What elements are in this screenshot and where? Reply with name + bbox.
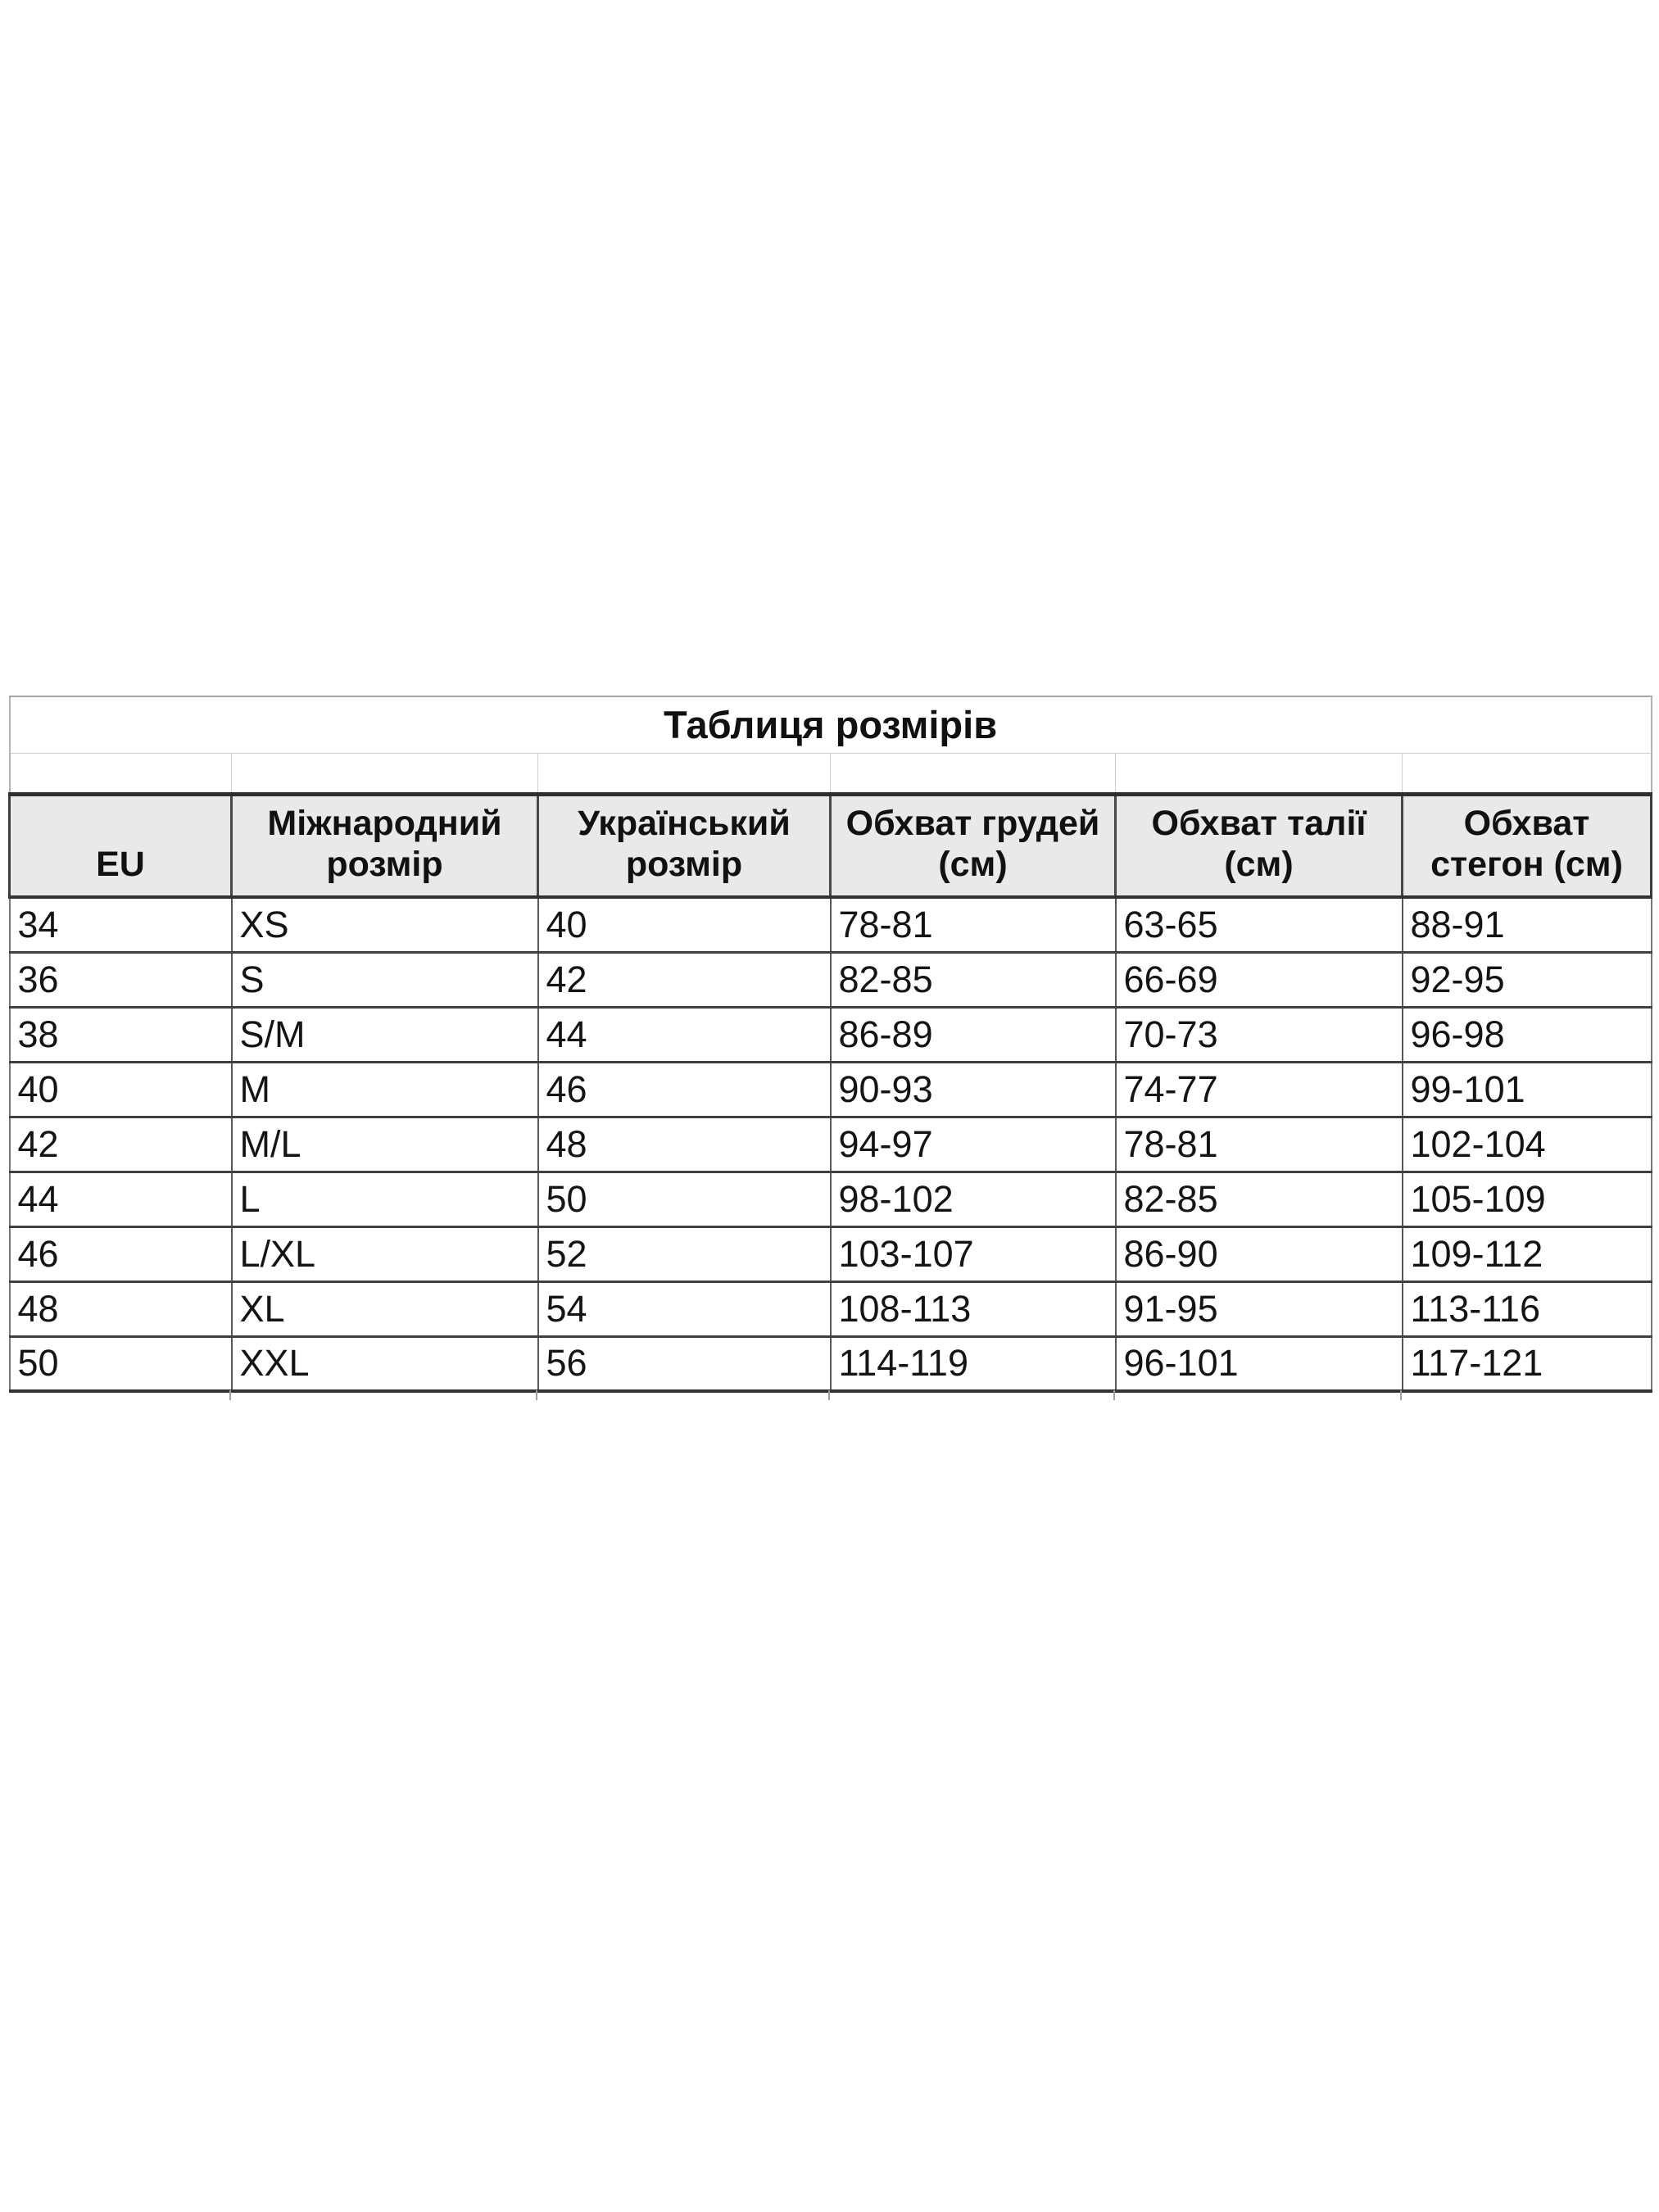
divider-stub xyxy=(1400,1390,1402,1400)
cell-ukrainian: 48 xyxy=(538,1117,831,1172)
table-row xyxy=(10,952,1652,1007)
cell-chest: 90-93 xyxy=(831,1062,1116,1117)
cell-ukrainian: 40 xyxy=(538,897,831,952)
cell-waist: 96-101 xyxy=(1116,1336,1403,1391)
cell-eu: 44 xyxy=(10,1172,232,1226)
cell-chest: 82-85 xyxy=(831,952,1116,1007)
cell-waist: 91-95 xyxy=(1116,1281,1403,1336)
cell-hips: 96-98 xyxy=(1403,1007,1652,1062)
spacer-cell xyxy=(1116,753,1403,794)
header-cell-eu: EU xyxy=(10,794,232,897)
cell-international: M/L xyxy=(232,1117,538,1172)
cell-eu: 46 xyxy=(10,1226,232,1281)
cell-international: XXL xyxy=(232,1336,538,1391)
spacer-cell xyxy=(1403,753,1652,794)
cell-hips: 109-112 xyxy=(1403,1226,1652,1281)
cell-international: XS xyxy=(232,897,538,952)
header-cell-international: Міжнародний розмір xyxy=(232,794,538,897)
spacer-cell xyxy=(232,753,538,794)
cell-waist: 74-77 xyxy=(1116,1062,1403,1117)
divider-stub xyxy=(536,1390,537,1400)
table-header-row xyxy=(10,794,1652,897)
cell-eu: 38 xyxy=(10,1007,232,1062)
cell-waist: 70-73 xyxy=(1116,1007,1403,1062)
table-row xyxy=(10,1062,1652,1117)
spacer-cell xyxy=(538,753,831,794)
cell-chest: 86-89 xyxy=(831,1007,1116,1062)
cell-waist: 86-90 xyxy=(1116,1226,1403,1281)
header-cell-waist: Обхват талії (см) xyxy=(1116,794,1403,897)
cell-eu: 36 xyxy=(10,952,232,1007)
bottom-divider-stubs xyxy=(8,1390,1650,1402)
header-cell-chest: Обхват грудей (см) xyxy=(831,794,1116,897)
cell-waist: 66-69 xyxy=(1116,952,1403,1007)
cell-eu: 50 xyxy=(10,1336,232,1391)
cell-hips: 102-104 xyxy=(1403,1117,1652,1172)
cell-international: L/XL xyxy=(232,1226,538,1281)
cell-eu: 48 xyxy=(10,1281,232,1336)
cell-chest: 114-119 xyxy=(831,1336,1116,1391)
cell-hips: 88-91 xyxy=(1403,897,1652,952)
cell-chest: 103-107 xyxy=(831,1226,1116,1281)
cell-ukrainian: 46 xyxy=(538,1062,831,1117)
table-row xyxy=(10,1172,1652,1226)
cell-ukrainian: 44 xyxy=(538,1007,831,1062)
cell-ukrainian: 52 xyxy=(538,1226,831,1281)
cell-ukrainian: 50 xyxy=(538,1172,831,1226)
divider-stub xyxy=(828,1390,830,1400)
table-title: Таблиця розмірів xyxy=(10,696,1652,753)
header-cell-hips: Обхват стегон (см) xyxy=(1403,794,1652,897)
cell-international: S xyxy=(232,952,538,1007)
table-row xyxy=(10,1281,1652,1336)
cell-ukrainian: 54 xyxy=(538,1281,831,1336)
cell-chest: 98-102 xyxy=(831,1172,1116,1226)
cell-ukrainian: 42 xyxy=(538,952,831,1007)
cell-waist: 78-81 xyxy=(1116,1117,1403,1172)
size-chart-table xyxy=(8,696,1652,1393)
cell-hips: 113-116 xyxy=(1403,1281,1652,1336)
table-title-row xyxy=(10,696,1652,753)
divider-stub xyxy=(1113,1390,1115,1400)
table-row xyxy=(10,1226,1652,1281)
table-row xyxy=(10,1117,1652,1172)
cell-waist: 82-85 xyxy=(1116,1172,1403,1226)
table-row xyxy=(10,897,1652,952)
cell-eu: 42 xyxy=(10,1117,232,1172)
cell-hips: 99-101 xyxy=(1403,1062,1652,1117)
spacer-cell xyxy=(831,753,1116,794)
cell-international: L xyxy=(232,1172,538,1226)
cell-hips: 117-121 xyxy=(1403,1336,1652,1391)
table-row xyxy=(10,1336,1652,1391)
cell-international: XL xyxy=(232,1281,538,1336)
cell-chest: 108-113 xyxy=(831,1281,1116,1336)
cell-hips: 105-109 xyxy=(1403,1172,1652,1226)
divider-stub xyxy=(229,1390,231,1400)
table-row xyxy=(10,1007,1652,1062)
spacer-cell xyxy=(10,753,232,794)
spacer-row xyxy=(10,753,1652,794)
cell-hips: 92-95 xyxy=(1403,952,1652,1007)
cell-eu: 34 xyxy=(10,897,232,952)
cell-ukrainian: 56 xyxy=(538,1336,831,1391)
cell-chest: 78-81 xyxy=(831,897,1116,952)
cell-waist: 63-65 xyxy=(1116,897,1403,952)
cell-chest: 94-97 xyxy=(831,1117,1116,1172)
cell-eu: 40 xyxy=(10,1062,232,1117)
header-cell-ukrainian: Український розмір xyxy=(538,794,831,897)
cell-international: M xyxy=(232,1062,538,1117)
cell-international: S/M xyxy=(232,1007,538,1062)
